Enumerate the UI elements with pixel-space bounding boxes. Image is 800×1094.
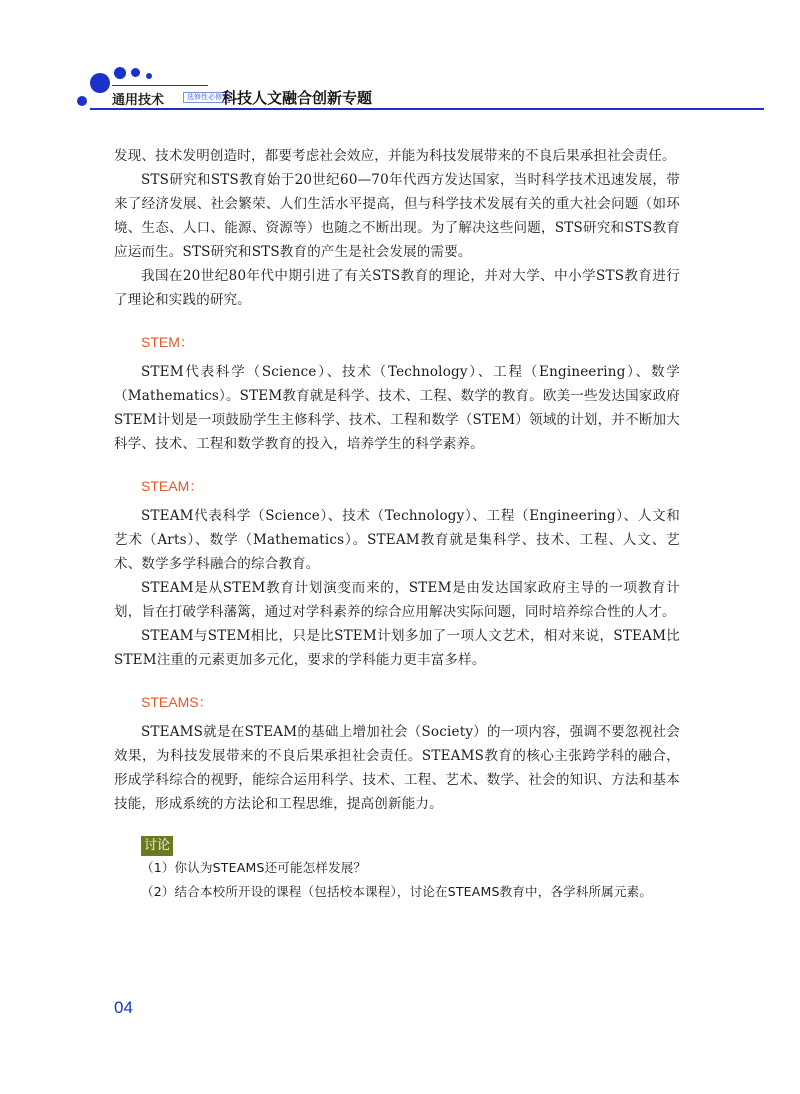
paragraph: STEAM是从STEM教育计划演变而来的，STEM是由发达国家政府主导的一项教育计划，旨在打破学科藩篱，通过对学科素养的综合应用解决实际问题，同时培养综合性的人才。 <box>114 580 680 620</box>
paragraph: STEAM代表科学（Science）、技术（Technology）、工程（Engineering）、人文和艺术（Arts）、数学（Mathematics）。STEAM教育就是集科学、技术、工程、人文、艺术、数学多学科融合的综合教育。 <box>114 508 680 572</box>
paragraph: STEAM与STEM相比，只是比STEM计划多加了一项人文艺术，相对来说，STEAM比STEM注重的元素更加多元化，要求的学科能力更丰富多样。 <box>114 628 680 668</box>
section-steams <box>114 692 680 816</box>
dot-medium-2 <box>131 68 140 77</box>
series-title: 通用技术 <box>112 93 165 108</box>
series-subtitle: 选修性必修3 <box>183 92 230 103</box>
section-heading: STEAM： <box>141 478 204 494</box>
dot-small <box>77 96 87 106</box>
section-heading: STEAMS： <box>141 694 213 710</box>
discussion-label-wrap <box>141 834 680 856</box>
main-content <box>114 144 680 904</box>
discussion-label: 讨论 <box>141 836 173 856</box>
section-heading: STEM： <box>141 334 194 350</box>
section-steam <box>114 476 680 672</box>
header-rule <box>90 108 764 110</box>
decorative-dots <box>0 0 200 120</box>
topic-title: 科技人文融合创新专题 <box>222 89 373 107</box>
paragraph: STS研究和STS教育始于20世纪60—70年代西方发达国家，当时科学技术迅速发展，带来了经济发展、社会繁荣、人们生活水平提高，但与科学技术发展有关的重大社会问题（如环境、生态、人口、能源、资源等）也随之不断出现。为了解决这些问题，STS研究和STS教育应运而生。STS研究和STS教育的产生是社会发展的需要。 <box>114 172 680 260</box>
dot-medium <box>114 67 126 79</box>
dot-large <box>90 73 110 93</box>
paragraph: 发现、技术发明创造时，都要考虑社会效应，并能为科技发展带来的不良后果承担社会责任。 <box>114 148 676 164</box>
dot-tiny <box>146 73 152 79</box>
header-thin-line <box>112 85 208 86</box>
page-number: 04 <box>114 998 133 1017</box>
section-stem <box>114 332 680 456</box>
discussion-question: （2）结合本校所开设的课程（包括校本课程），讨论在STEAMS教育中，各学科所属元素。 <box>141 884 653 899</box>
paragraph: STEAMS就是在STEAM的基础上增加社会（Society）的一项内容，强调不要忽视社会效果，为科技发展带来的不良后果承担社会责任。STEAMS教育的核心主张跨学科的融合，形成学科综合的视野，能综合运用科学、技术、工程、艺术、数学、社会的知识、方法和基本技能，形成系统的方法论和工程思维，提高创新能力。 <box>114 724 680 812</box>
page-header <box>0 0 800 120</box>
paragraph: STEM代表科学（Science）、技术（Technology）、工程（Engineering）、数学（Mathematics）。STEM教育就是科学、技术、工程、数学的教育。欧美一些发达国家政府STEM计划是一项鼓励学生主修科学、技术、工程和数学（STEM）领域的计划，并不断加大科学、技术、工程和数学教育的投入，培养学生的科学素养。 <box>114 364 680 452</box>
paragraph: 我国在20世纪80年代中期引进了有关STS教育的理论，并对大学、中小学STS教育进行了理论和实践的研究。 <box>114 268 680 308</box>
discussion-question: （1）你认为STEAMS还可能怎样发展？ <box>141 860 367 875</box>
